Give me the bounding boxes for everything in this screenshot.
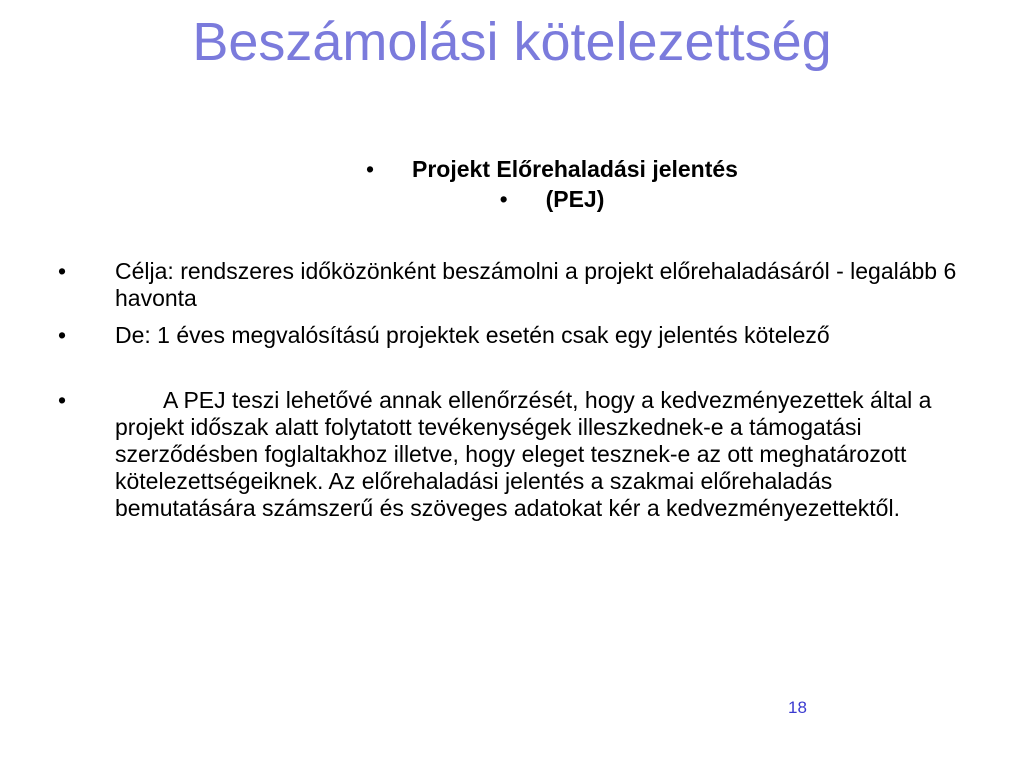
list-item [58, 322, 978, 349]
bullet-icon: • [58, 258, 67, 284]
slide-title: Beszámolási kötelezettség [192, 12, 832, 72]
list-item-text: A PEJ teszi lehetővé annak ellenőrzését, hogy a kedvezményezettek által a projekt időszak alatt folytatott tevékenységek illeszkednek-e a támogatási szerződésben foglaltakhoz illetve, hogy eleget tesznek-e az ott meghatározott kötelezettségeiknek. Az előrehaladási jelentés a szakmai előrehaladás bemutatására számszerű és szöveges adatokat kér a kedvezményezettektől. [115, 387, 932, 521]
bullet-list [58, 258, 978, 532]
bullet-icon: • [366, 156, 375, 182]
bullet-icon: • [58, 322, 67, 348]
subheading-text: Projekt Előrehaladási jelentés [412, 156, 738, 182]
subheading-list [0, 154, 1024, 214]
bullet-icon: • [58, 387, 67, 413]
list-item-text: Célja: rendszeres időközönként beszámolni a projekt előrehaladásáról - legalább 6 havonta [115, 258, 957, 311]
list-item [58, 258, 978, 312]
subheading-item [80, 184, 1024, 214]
subheading-text: (PEJ) [545, 186, 605, 212]
bullet-icon: • [499, 186, 508, 212]
list-item-text: De: 1 éves megvalósítású projektek esetén csak egy jelentés kötelező [115, 322, 830, 348]
subheading-item [80, 154, 1024, 184]
page-number: 18 [788, 698, 807, 717]
list-item [58, 387, 978, 522]
